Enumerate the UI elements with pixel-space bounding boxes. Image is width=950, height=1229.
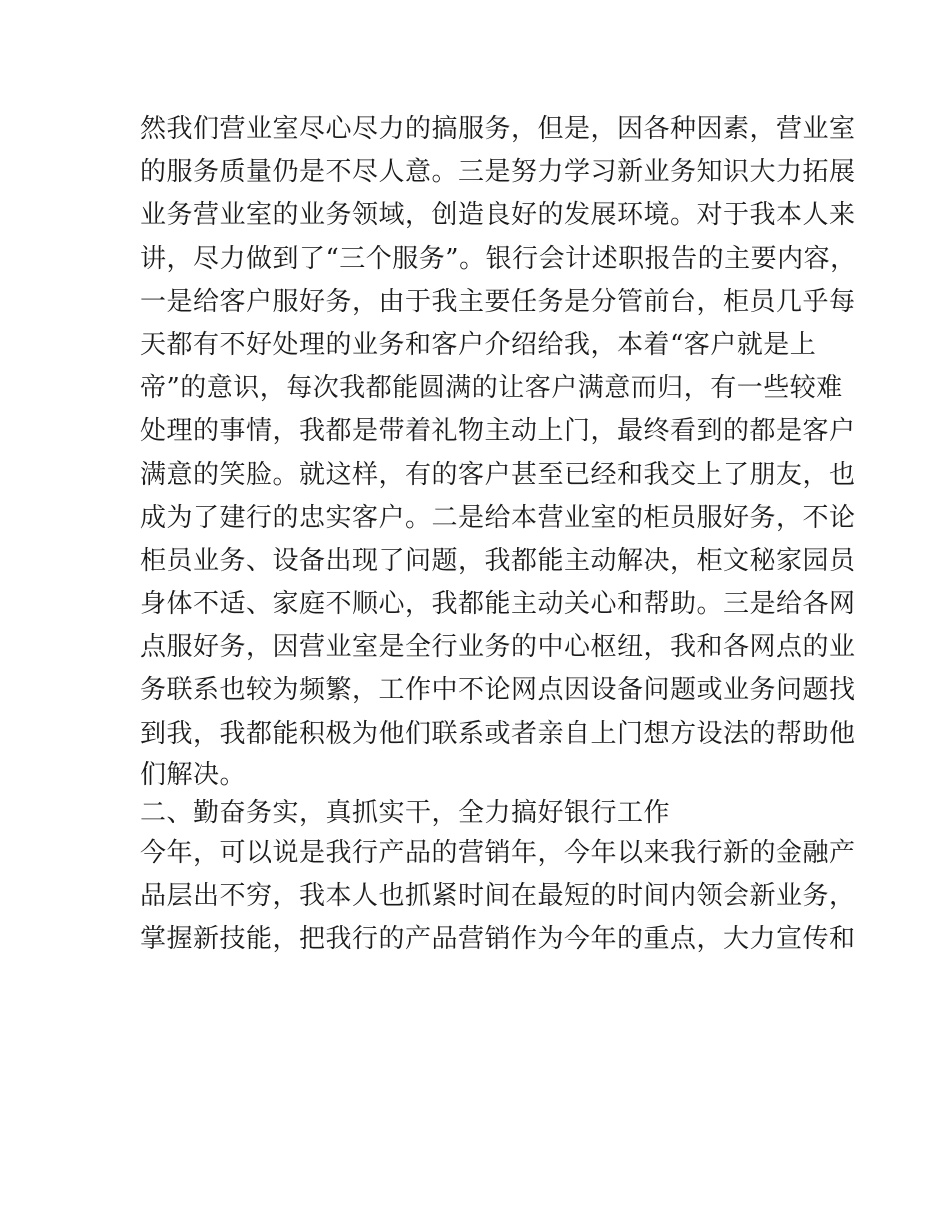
text-line: 一是给客户服好务，由于我主要任务是分管前台，柜员几乎每 [140,286,856,317]
text-line: 品层出不穷，我本人也抓紧时间在最短的时间内领会新业务， [140,881,856,911]
text-line: 满意的笑脸。就这样，有的客户甚至已经和我交上了朋友，也 [140,459,856,490]
text-line: 身体不适、家庭不顺心，我都能主动关心和帮助。三是给各网 [140,589,856,620]
text-line: 天都有不好处理的业务和客户介绍给我，本着“客户就是上 [140,329,817,360]
text-line: 处理的事情，我都是带着礼物主动上门，最终看到的都是客户 [140,416,856,447]
text-line: 帝”的意识，每次我都能圆满的让客户满意而归，有一些较难 [140,373,843,404]
text-line: 柜员业务、设备出现了问题，我都能主动解决，柜文秘家园员 [140,545,856,576]
text-line: 讲，尽力做到了“三个服务”。银行会计述职报告的主要内容， [140,243,857,274]
text-line: 点服好务，因营业室是全行业务的中心枢纽，我和各网点的业 [140,632,856,663]
text-line: 们解决。 [140,759,247,790]
text-line: 今年，可以说是我行产品的营销年，今年以来我行新的金融产 [140,837,856,868]
section-heading: 二、勤奋务实，真抓实干，全力搞好银行工作 [140,797,671,828]
text-line: 到我，我都能积极为他们联系或者亲自上门想方设法的帮助他 [140,718,856,749]
text-line: 成为了建行的忠实客户。二是给本营业室的柜员服好务，不论 [140,502,856,533]
body-text [140,108,857,961]
text-line: 的服务质量仍是不尽人意。三是努力学习新业务知识大力拓展 [140,157,856,188]
text-line: 然我们营业室尽心尽力的搞服务，但是，因各种因素，营业室 [140,114,856,144]
text-line: 务联系也较为频繁，工作中不论网点因设备问题或业务问题找 [140,675,856,706]
text-line: 掌握新技能，把我行的产品营销作为今年的重点，大力宣传和 [140,924,856,955]
text-line: 业务营业室的业务领域，创造良好的发展环境。对于我本人来 [140,200,856,231]
